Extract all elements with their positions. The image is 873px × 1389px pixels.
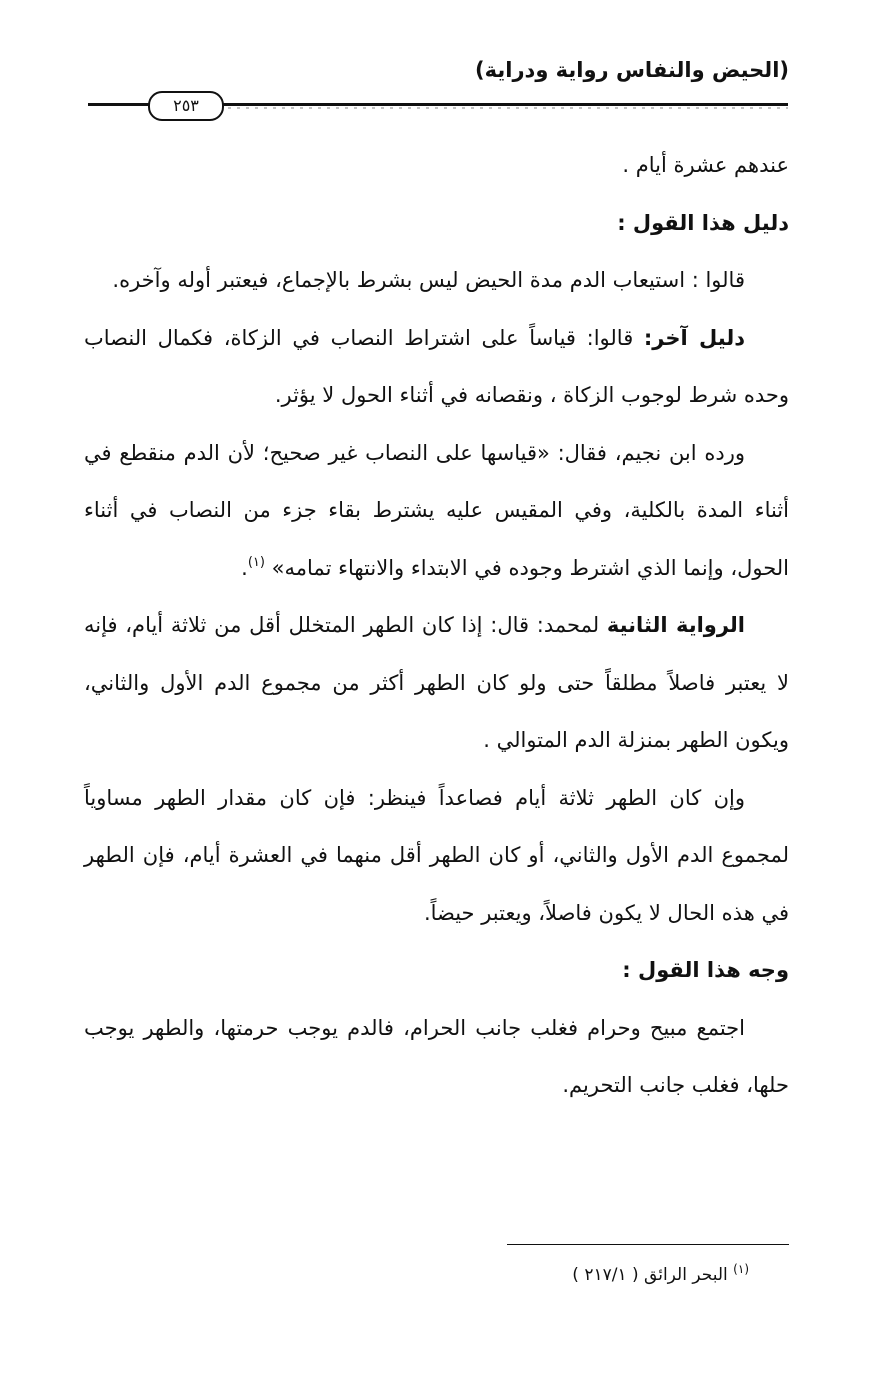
section-heading-reason: وجه هذا القول : <box>622 958 789 982</box>
header-rule-texture <box>228 107 788 109</box>
section-heading-evidence: دليل هذا القول : <box>617 210 789 235</box>
footnote <box>572 1262 749 1285</box>
paragraph-5-text: لمحمد: قال: إذا كان الطهر المتخلل أقل من ثلاثة أيام، فإنه لا يعتبر فاصلاً مطلقاً حتى ولو كان الطهر أكثر من مجموع الدم الأول والثاني، ويكون الطهر بمنزلة الدم المتوالي . <box>84 613 789 752</box>
paragraph-7: اجتمع مبيح وحرام فغلب جانب الحرام، فالدم يوجب حرمتها، والطهر يوجب حلها، فغلب جانب التحريم. <box>84 1015 789 1097</box>
footnote-text: البحر الرائق ( ٢١٧/١ ) <box>572 1265 728 1285</box>
paragraph-3 <box>84 310 789 425</box>
paragraph-4 <box>84 425 789 598</box>
paragraph-1: عندهم عشرة أيام . <box>622 153 789 177</box>
paragraph-4-text: ورده ابن نجيم، فقال: «قياسها على النصاب غير صحيح؛ لأن الدم منقطع في أثناء المدة بالكلية، وفي المقيس عليه يشترط بقاء جزء من النصاب في أثناء الحول، وإنما الذي اشترط وجوده في الابتداء والانتهاء تمامه» <box>84 440 789 580</box>
page-number: ٢٥٣ <box>148 91 224 121</box>
paragraph-3-label: دليل آخر: <box>643 325 745 350</box>
running-title: (الحيض والنفاس رواية ودراية) <box>475 58 789 82</box>
paragraph-2: قالوا : استيعاب الدم مدة الحيض ليس بشرط بالإجماع، فيعتبر أوله وآخره. <box>112 268 745 292</box>
paragraph-4-end: . <box>241 555 248 580</box>
footnote-rule <box>507 1244 789 1245</box>
footnote-number: (١) <box>733 1262 749 1276</box>
footnote-reference: (١) <box>247 554 265 570</box>
body-text <box>84 137 789 1115</box>
paragraph-3-text: قالوا: قياساً على اشتراط النصاب في الزكاة، فكمال النصاب وحده شرط لوجوب الزكاة ، ونقصانه في أثناء الحول لا يؤثر. <box>84 325 789 407</box>
paragraph-6: وإن كان الطهر ثلاثة أيام فصاعداً فينظر: فإن كان مقدار الطهر مساوياً لمجموع الدم الأول والثاني، أو كان الطهر أقل منهما في العشرة أيام، فإن الطهر في هذه الحال لا يكون فاصلاً، ويعتبر حيضاً. <box>84 785 789 925</box>
paragraph-5-label: الرواية الثانية <box>606 613 745 637</box>
paragraph-5 <box>84 597 789 770</box>
